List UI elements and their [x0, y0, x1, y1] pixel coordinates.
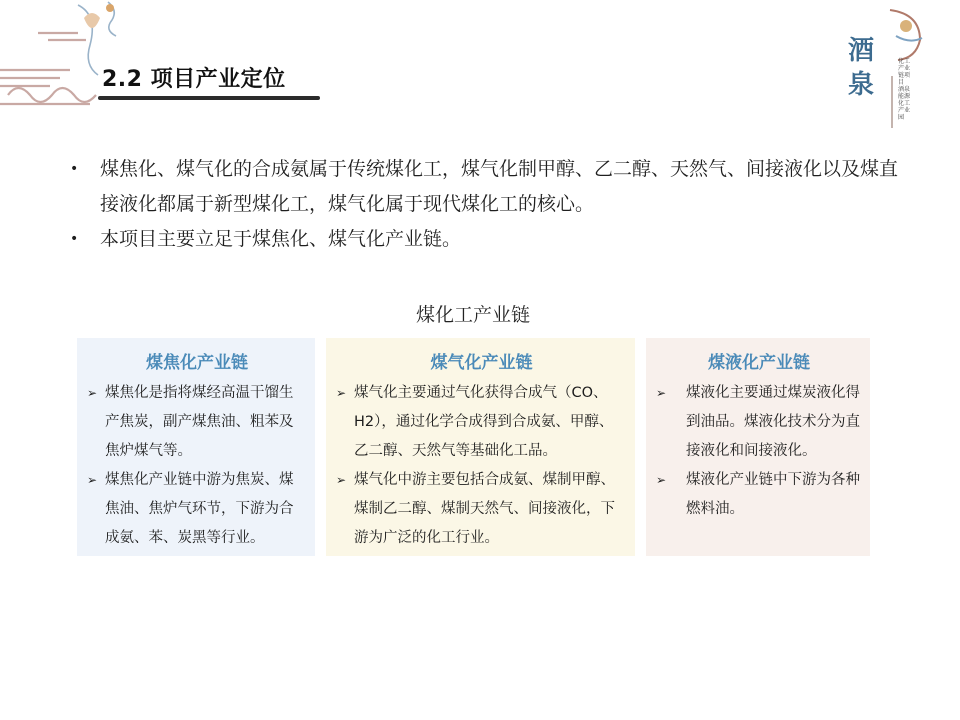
arrow-bullet-icon: ➢ [336, 473, 347, 487]
panel-item-text: 煤焦化是指将煤经高温干馏生产焦炭，副产煤焦油、粗苯及焦炉煤气等。 [105, 385, 294, 459]
page-title: 2.2 项目产业定位 [102, 67, 286, 92]
panel-title: 煤焦化产业链 [146, 353, 248, 373]
chain-title: 煤化工产业链 [415, 304, 530, 326]
panel-item-text: 煤液化主要通过煤炭液化得到油品。煤液化技术分为直接液化和间接液化。 [686, 385, 860, 459]
bullet-dot-icon: • [70, 161, 79, 177]
panel-title: 煤气化产业链 [430, 353, 533, 373]
bullet-dot-icon: • [70, 231, 79, 247]
logo-caption: 化工产业链项目 酒泉能源化工产业园 [898, 58, 911, 121]
arrow-bullet-icon: ➢ [336, 386, 347, 400]
bullet-list [68, 152, 898, 257]
panel-item [336, 379, 627, 466]
panel-item [336, 466, 627, 553]
arrow-bullet-icon: ➢ [87, 473, 98, 487]
panel-item [87, 379, 307, 466]
bullet-item [68, 222, 898, 257]
logo [846, 6, 936, 130]
bullet-item [68, 152, 898, 222]
title-underline [98, 96, 320, 100]
panel-gasification [326, 338, 635, 556]
panel-item-text: 煤气化主要通过气化获得合成气（CO、H2），通过化学合成得到合成氨、甲醇、乙二醇、天然气等基础化工品。 [354, 385, 614, 459]
panel-item [656, 466, 862, 524]
arrow-bullet-icon: ➢ [656, 473, 667, 487]
panel-item-text: 煤液化产业链中下游为各种燃料油。 [686, 472, 860, 517]
panel-item [656, 379, 862, 466]
logo-text: 酒泉 [848, 36, 875, 100]
panel-item [87, 466, 307, 553]
panel-item-text: 煤焦化产业链中游为焦炭、煤焦油、焦炉气环节，下游为合成氨、苯、炭黑等行业。 [105, 472, 294, 546]
bullet-text: 本项目主要立足于煤焦化、煤气化产业链。 [100, 228, 462, 250]
panel-item-text: 煤气化中游主要包括合成氨、煤制甲醇、煤制乙二醇、煤制天然气、间接液化，下游为广泛的化工行业。 [354, 472, 615, 546]
panel-liquefaction [646, 338, 870, 556]
panel-title: 煤液化产业链 [708, 353, 810, 373]
bullet-text: 煤焦化、煤气化的合成氨属于传统煤化工，煤气化制甲醇、乙二醇、天然气、间接液化以及煤直接液化都属于新型煤化工，煤气化属于现代煤化工的核心。 [100, 158, 899, 215]
arrow-bullet-icon: ➢ [87, 386, 98, 400]
arrow-bullet-icon: ➢ [656, 386, 667, 400]
panel-coking [77, 338, 315, 556]
